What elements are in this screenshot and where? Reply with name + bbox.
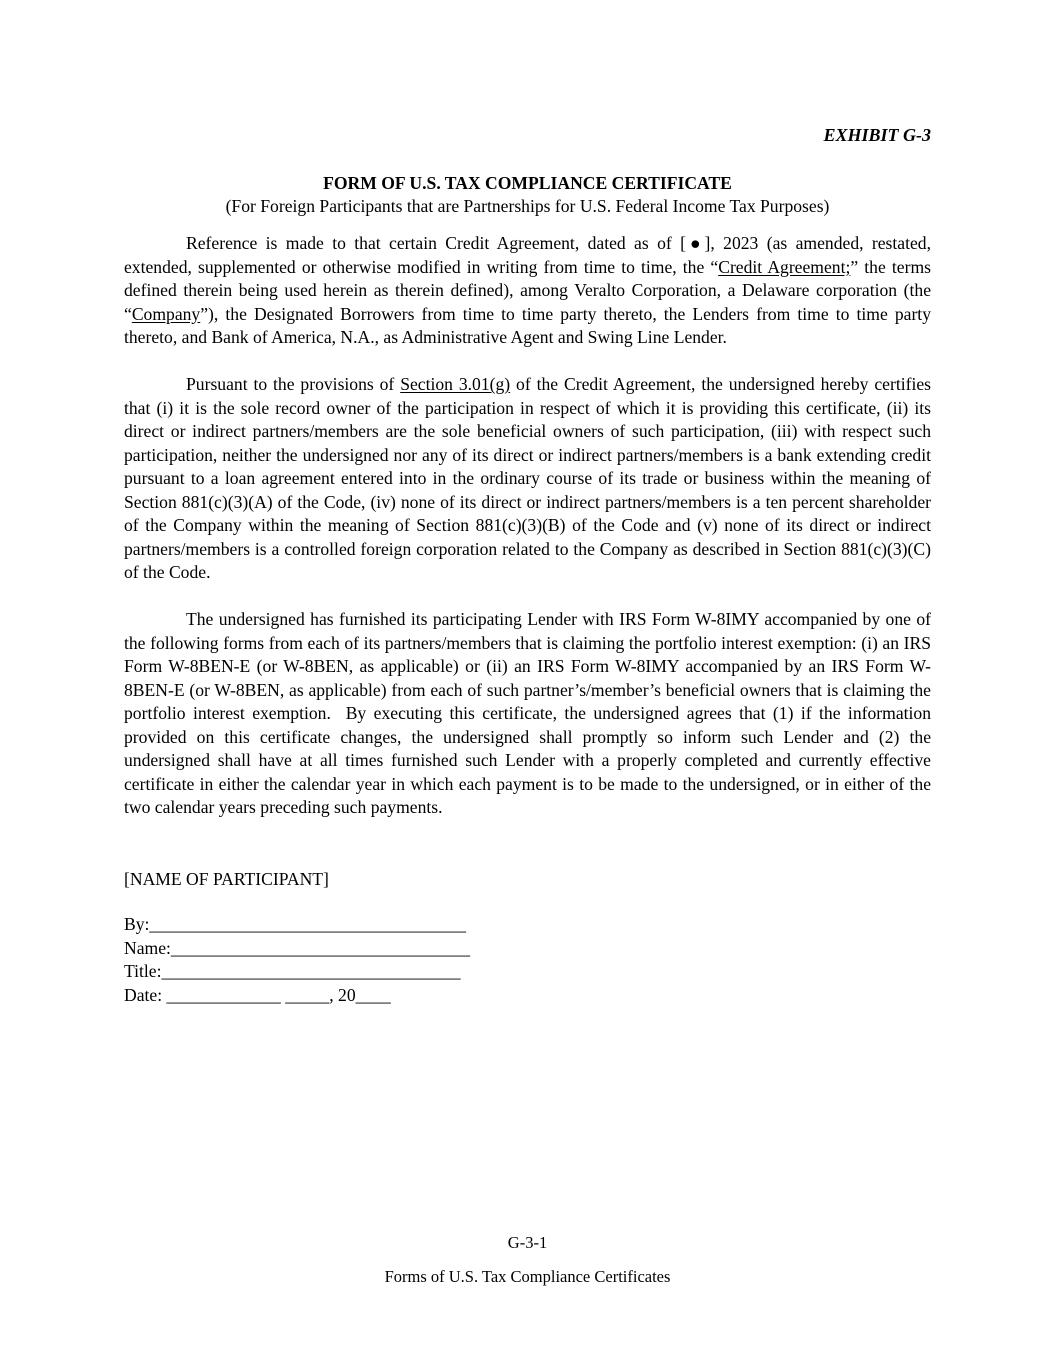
section-reference: Section 3.01(g) (400, 374, 511, 394)
document-page (124, 0, 931, 1365)
participant-name-placeholder: [NAME OF PARTICIPANT] (124, 869, 329, 889)
signature-by-line: By:____________________________________ (124, 914, 467, 934)
signature-title-line: Title:__________________________________ (124, 961, 461, 981)
paragraph-certification (124, 373, 931, 585)
company-term: Company (131, 303, 201, 324)
paragraph-reference-text-2: ” the terms defined therein being used herein as therein defined), among Veralto Corporation, a Delaware corporation (the “ (124, 256, 931, 324)
certificate-subtitle: (For Foreign Participants that are Partnerships for U.S. Federal Income Tax Purposes) (225, 196, 830, 216)
page-number: G-3-1 (507, 1233, 548, 1252)
exhibit-label: EXHIBIT G-3 (823, 125, 931, 145)
page-footer: Forms of U.S. Tax Compliance Certificates (384, 1267, 671, 1286)
signature-name-line: Name:__________________________________ (124, 937, 470, 958)
credit-agreement-term: Credit Agreement; (718, 256, 851, 277)
signature-block (124, 913, 470, 1007)
paragraph-reference (124, 232, 931, 350)
paragraph-certification-text-2: of the Credit Agreement, the undersigned hereby certifies that (i) it is the sole record owner of the participation in respect of which it is providing this certificate, (ii) its direct or indirect partners/members are the sole beneficial owners of such participation, (iii) with respect such participation, neither the undersigned nor any of its direct or indirect partners/members is a bank extending credit pursuant to a loan agreement entered into in the ordinary course of its trade or business within the meaning of Section 881(c)(3)(A) of the Code, (iv) none of its direct or indirect partners/members is a ten percent shareholder of the Company within the meaning of Section 881(c)(3)(B) of the Code and (v) none of its direct or indirect partners/members is a controlled foreign corporation related to the Company as described in Section 881(c)(3)(C) of the Code. (124, 374, 931, 582)
paragraph-reference-text-1: Reference is made to that certain Credit Agreement, dated as of [●], 2023 (as amended, restated, extended, supplemented or otherwise modified in writing from time to time, the “ (124, 233, 931, 277)
paragraph-reference-text-3: ”), the Designated Borrowers from time to time party thereto, the Lenders from time to time party thereto, and Bank of America, N.A., as Administrative Agent and Swing Line Lender. (124, 303, 931, 347)
paragraph-forms: The undersigned has furnished its participating Lender with IRS Form W-8IMY accompanied by one of the following forms from each of its partners/members that is claiming the portfolio interest exemption: (i) an IRS Form W-8BEN-E (or W-8BEN, as applicable) or (ii) an IRS Form W-8IMY accompanied by an IRS Form W-8BEN-E (or W-8BEN, as applicable) from each of such partner’s/member’s beneficial owners that is claiming the portfolio interest exemption. By executing this certificate, the undersigned agrees that (1) if the information provided on this certificate changes, the undersigned shall promptly so inform such Lender and (2) the undersigned shall have at all times furnished such Lender with a properly completed and currently effective certificate in either the calendar year in which each payment is to be made to the undersigned, or in either of the two calendar years preceding such payments. (124, 609, 931, 817)
paragraph-certification-text-1: Pursuant to the provisions of (186, 374, 401, 394)
certificate-title: FORM OF U.S. TAX COMPLIANCE CERTIFICATE (323, 173, 732, 193)
signature-date-line: Date: _____________ _____, 20____ (124, 984, 391, 1005)
